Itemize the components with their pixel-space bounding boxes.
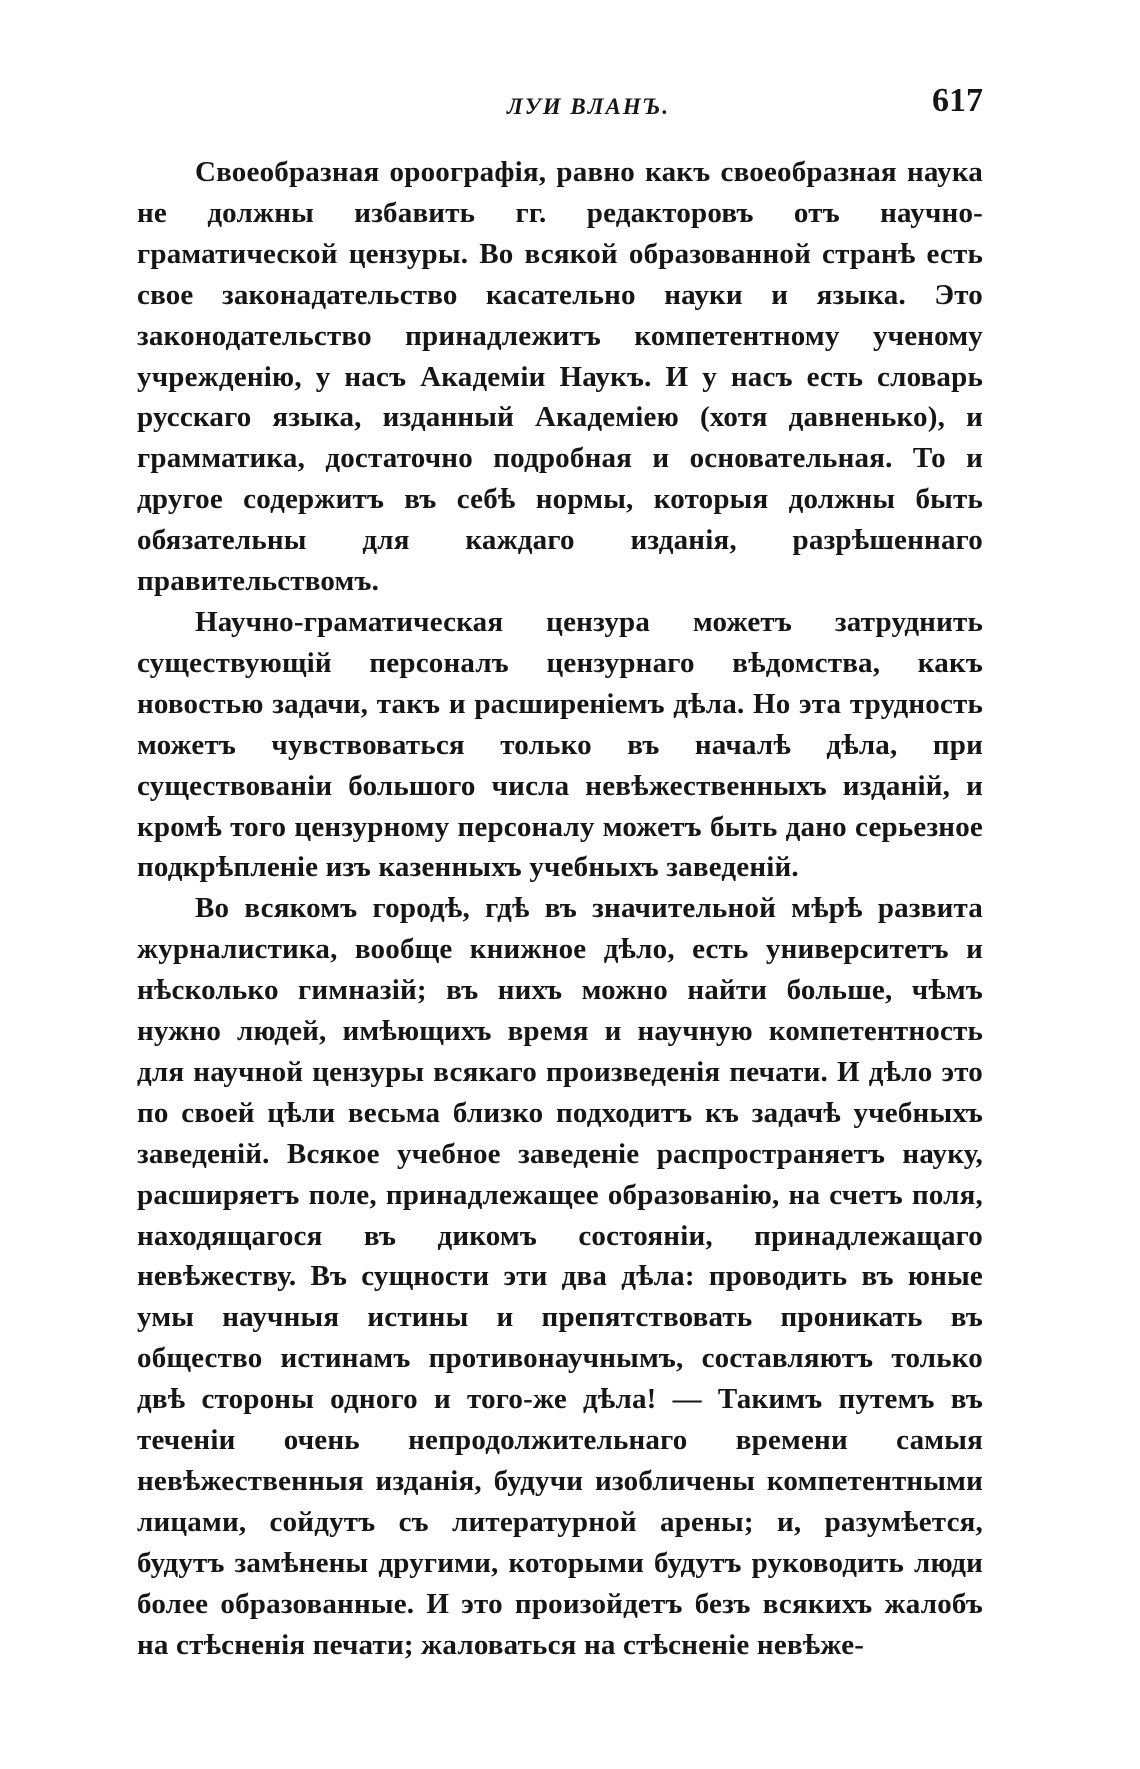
body-text — [137, 152, 983, 1666]
running-head — [194, 82, 983, 128]
paragraph-2: Научно-граматическая цензура можетъ затруднить существующій персоналъ цензурнаго вѣдомства, какъ новостью задачи, такъ и расширеніемъ дѣла. Но эта трудность можетъ чувствоваться только въ началѣ дѣла, при существованіи большого числа невѣжественныхъ изданій, и кромѣ того цензурному персоналу можетъ быть дано серьезное подкрѣпленіе изъ казенныхъ учебныхъ заведеній. — [137, 605, 983, 884]
page-number: 617 — [932, 82, 983, 119]
paragraph-3: Во всякомъ городѣ, гдѣ въ значительной мѣрѣ развита журналистика, вообще книжное дѣло, есть университетъ и нѣсколько гимназій; въ нихъ можно найти больше, чѣмъ нужно людей, имѣющихъ время и научную компетентность для научной цензуры всякаго произведенія печати. И дѣло это по своей цѣли весьма близко подходитъ къ задачѣ учебныхъ заведеній. Всякое учебное заведеніе распространяетъ науку, расширяетъ поле, принадлежащее образованію, на счетъ поля, находящагося въ дикомъ состояніи, принадлежащаго невѣжеству. Въ сущности эти два дѣла: проводить въ юные умы научныя истины и препятствовать проникать въ общество истинамъ противонаучнымъ, составляютъ только двѣ стороны одного и того-же дѣла! — Такимъ путемъ въ теченіи очень непродолжительнаго времени самыя невѣжественныя изданія, будучи изобличены компетентными лицами, сойдутъ съ литературной арены; и, разумѣется, будутъ замѣнены другими, которыми будутъ руководить люди более образованные. И это произойдетъ безъ всякихъ жалобъ на стѣсненія печати; жаловаться на стѣсненіе невѣже- — [137, 892, 983, 1661]
paragraph-1: Своеобразная ороографія, равно какъ своеобразная наука не должны избавить гг. редакторовъ отъ научно-граматической цензуры. Во всякой образованной странѣ есть свое законадательство касательно науки и языка. Это законодательство принадлежитъ компетентному ученому учрежденію, у насъ Академіи Наукъ. И у насъ есть словарь русскаго языка, изданный Академіею (хотя давненько), и грамматика, достаточно подробная и основательная. То и другое содержитъ въ себѣ нормы, которыя должны быть обязательны для каждаго изданія, разрѣшеннаго правительствомъ. — [137, 156, 983, 598]
running-title: ЛУИ ВЛАНЪ. — [506, 94, 670, 119]
